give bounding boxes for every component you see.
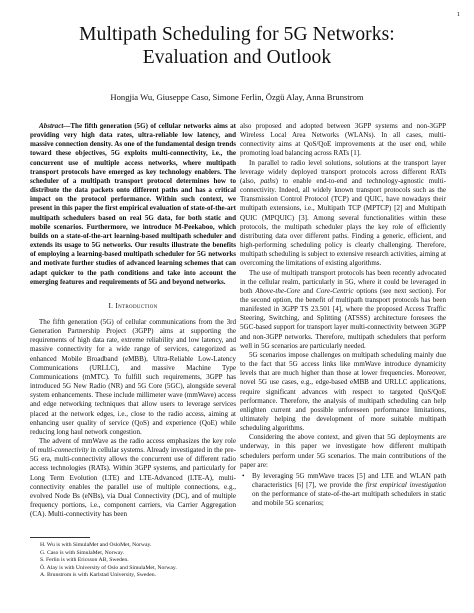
intro-paragraph-7: Considering the above context, and given that 5G deployments are underway, in this paper we investigate how different multipath schedulers perform under 5G scenarios. The main contributions of the paper are: — [240, 433, 446, 469]
bullet-icon: • — [242, 471, 245, 480]
footnote: A. Brunstrom is with Karlstad University, Sweden. — [40, 572, 157, 579]
page-number: 1 — [456, 11, 460, 18]
intro-paragraph-3: also proposed and adopted between 3GPP systems and non-3GPP Wireless Local Area Networks (WLANs). In all cases, multi-connectivity aims at QoS/QoE improvements at the user end, while promoting load balancing across RATs [1]. — [240, 122, 446, 158]
right-column — [240, 122, 446, 509]
footnote: Ö. Alay is with University of Oslo and SimulaMet, Norway. — [40, 564, 177, 571]
paper-title — [0, 24, 474, 69]
footnote: H. Wu is with SimulaMet and OsloMet, Norway. — [40, 542, 152, 549]
footnote-divider — [30, 537, 90, 538]
author-list: Hongjia Wu, Giuseppe Caso, Simone Ferlin, Özgü Alay, Anna Brunstrom — [110, 92, 364, 102]
contribution-list-item — [240, 472, 446, 509]
intro-paragraph-6: 5G scenarios impose challenges on multipath scheduling mainly due to the fact that 5G access links like mmWave introduce dynamicity levels that are much higher than those at lower frequencies. Moreover, novel 5G use cases, e.g., edge-based eMBB and URLLC applications, require significant advances with respect to targeted QoS/QoE performance. Therefore, the analysis of multipath scheduling can help enlighten current and possible unforeseen performance limitations, ultimately helping the development of more suitable multipath scheduling algorithms. — [240, 350, 446, 433]
footnote: S. Ferlin is with Ericsson AB, Sweden. — [40, 557, 129, 564]
left-column — [30, 122, 236, 579]
author-footnotes — [30, 542, 236, 579]
intro-paragraph-1: The fifth generation (5G) of cellular communications from the 3rd Generation Partnership Project (3GPP) aims at supporting the requirements of high data rate, extreme reliability and low latency, and massive connectivity for a wide range of services, categorized as enhanced Mobile Broadband (eMBB), Ultra-Reliable Low-Latency Communications (URLLC), and massive Machine Type Communications (mMTC). To fulfill such requirements, 3GPP has introduced 5G New Radio (NR) and 5G Core (5GC), alongside several system enhancements. These include millimeter wave (mmWave) access and edge networking techniques that allow users to leverage services placed at the network edges, i.e., close to the radio access, aiming at enhancing user quality of service (QoS) and experience (QoE) while reducing long haul network congestion. — [30, 317, 236, 436]
title-line-2: Evaluation and Outlook — [142, 46, 332, 68]
contribution-text: By leveraging 5G mmWave traces [5] and LTE and WLAN path characteristics [6] [7], we provide the first empirical investigation on the performance of state-of-the-art multipath schedulers in static and mobile 5G scenarios; — [252, 471, 447, 508]
title-line-1: Multipath Scheduling for 5G Networks: — [79, 24, 395, 45]
abstract-label: Abstract — [39, 122, 64, 130]
footnote: G. Caso is with SimulaMet, Norway. — [40, 549, 124, 556]
abstract-text: —The fifth generation (5G) of cellular networks aims at providing very high data rates, ultra-reliable low latency, and massive connection density. As one of the fundamental design trends toward these objectives, 5G exploits multi-connectivity, i.e., the concurrent use of multiple access networks, where multipath transport protocols have emerged as key technology enablers. The scheduler of a multipath transport protocol determines how to distribute the data packets onto different paths and has a critical impact on the protocol performance. Within such context, we present in this paper the first empirical evaluation of state-of-the-art multipath schedulers based on real 5G data, for both static and mobile scenarios. Furthermore, we introduce M-Peekaboo, which builds on a state-of-the-art learning-based multipath scheduler and extends its usage to 5G networks. Our results illustrate the benefits of employing a learning-based multipath scheduler for 5G networks and motivate further studies of advanced learning schemes that can adapt quicker to the path conditions and take into account the emerging features and requirements of 5G and beyond networks. — [30, 122, 236, 286]
section-heading-introduction: I. Introduction — [108, 300, 158, 310]
intro-paragraph-5: The use of multipath transport protocols has been recently advocated in the cellular realm, particularly in 5G, where it could be leveraged in both Above-the-Core and Core-Centric options (see next section). For the second option, the benefit of multipath transport protocols has been manifested in 3GPP TS 23.501 [4], where the proposed Access Traffic Steering, Switching, and Splitting (ATSSS) architecture foresees the 5GC-based support for transport layer multi-connectivity between 3GPP and non-3GPP networks. Therefore, multipath schedulers that perform well in 5G scenarios are particularly needed. — [240, 268, 446, 350]
intro-paragraph-2: The advent of mmWave as the radio access emphasizes the key role of multi-connectivity in cellular systems. Already investigated in the pre-5G era, multi-connectivity allows the concurrent use of different radio access technologies (RATs). Within 3GPP systems, and particularly for Long Term Evolution (LTE) and LTE-Advanced (LTE-A), multi-connectivity enables the parallel use of multiple connections, e.g., evolved Node Bs (eNBs), via Dual Connectivity (DC), and of multiple frequency portions, i.e., component carriers, via Carrier Aggregation (CA). Multi-connectivity has been — [30, 437, 236, 519]
intro-paragraph-4: In parallel to radio level solutions, solutions at the transport layer leverage widely deployed transport protocols across different RATs (also, paths) to enable end-to-end and technology-agnostic multi-connectivity. Indeed, all widely known transport protocols such as the Transmission Control Protocol (TCP) and QUIC, have nowadays their multipath extensions, i.e., Multipath TCP (MPTCP) [2] and Multipath QUIC (MPQUIC) [3]. Among several functionalities within these protocols, the multipath scheduler plays the key role of efficiently distributing data over different paths. Finding a generic, efficient, and high-performing scheduling policy is clearly challenging. Therefore, multipath scheduling is subject to extensive research activities, aiming at overcoming the limitations of existing algorithms. — [240, 158, 446, 268]
abstract — [30, 122, 236, 287]
